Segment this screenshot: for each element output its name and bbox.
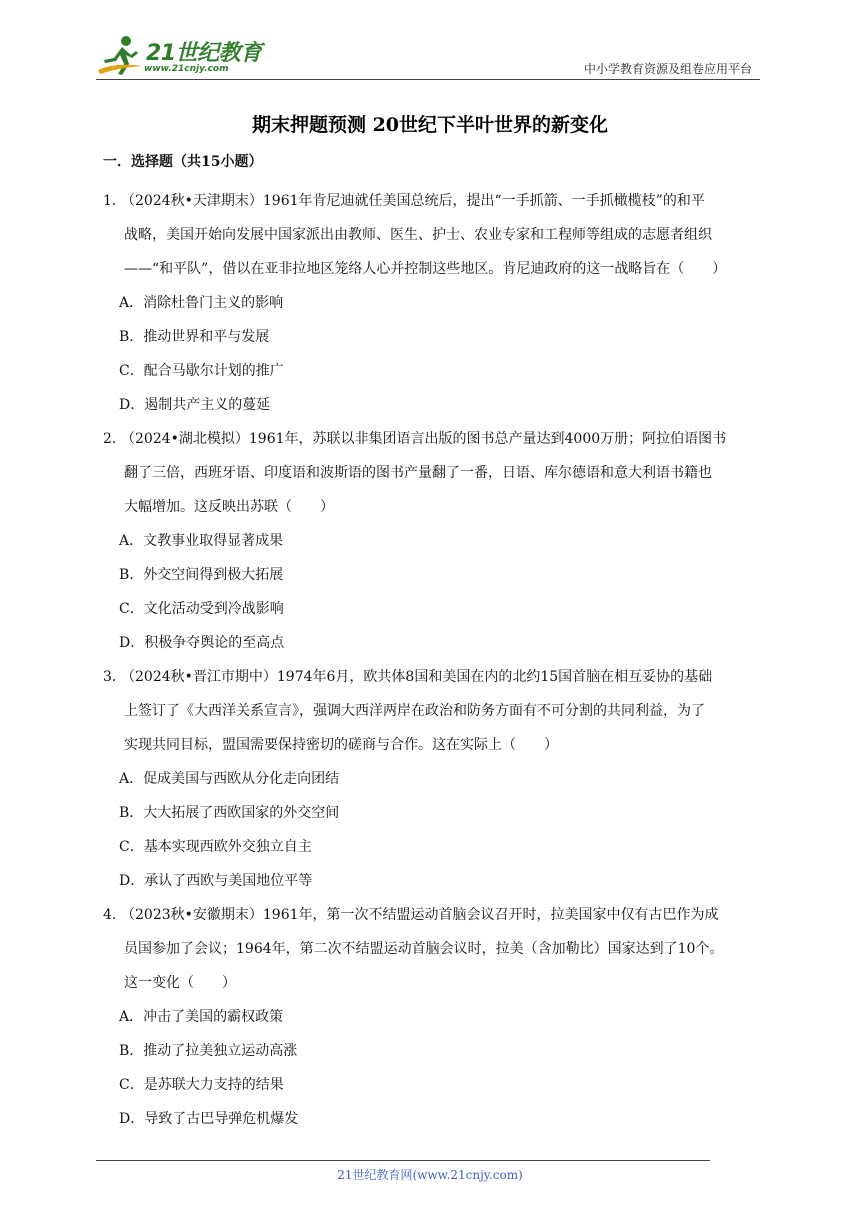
question-text: （2023秋•安徽期末）1961年，第一次不结盟运动首脑会议召开时，拉美国家中仅有古巴作为成	[121, 907, 719, 923]
question-number: 3．	[103, 669, 126, 685]
runner-logo-icon	[96, 34, 144, 78]
header-divider	[96, 79, 760, 80]
question-text: （2024秋•晋江市期中）1974年6月，欧共体8国和美国在内的北约15国首脑在相互妥协的基础	[121, 669, 713, 685]
question-number: 1．	[103, 193, 126, 209]
option-c: C．是苏联大力支持的结果	[119, 1077, 284, 1093]
question-3	[103, 660, 763, 898]
option-a: A．促成美国与西欧从分化走向团结	[119, 771, 340, 787]
logo-text: 21世纪教育	[146, 41, 262, 66]
question-text: 大幅增加。这反映出苏联（ ）	[124, 499, 334, 515]
option-c: C．文化活动受到冷战影响	[119, 601, 284, 617]
option-d: D．导致了古巴导弹危机爆发	[119, 1111, 299, 1127]
question-list	[103, 184, 763, 1136]
option-c: C．配合马歇尔计划的推广	[119, 363, 284, 379]
page-title: 期末押题预测 20世纪下半叶世界的新变化	[251, 114, 609, 136]
page-header	[96, 30, 760, 80]
option-d: D．积极争夺舆论的至高点	[119, 635, 285, 651]
platform-name: 中小学教育资源及组卷应用平台	[583, 62, 752, 76]
question-text: 翻了三倍，西班牙语、印度语和波斯语的图书产量翻了一番，日语、库尔德语和意大利语书籍也	[124, 465, 712, 481]
footer-divider	[96, 1160, 710, 1161]
question-text: 上签订了《大西洋关系宣言》，强调大西洋两岸在政治和防务方面有不可分割的共同利益，为了	[124, 703, 705, 719]
option-b: B．推动世界和平与发展	[119, 329, 270, 345]
question-text: 战略，美国开始向发展中国家派出由教师、医生、护士、农业专家和工程师等组成的志愿者组织	[124, 227, 712, 243]
option-a: A．冲击了美国的霸权政策	[119, 1009, 284, 1025]
question-text: （2024•湖北模拟）1961年，苏联以非集团语言出版的图书总产量达到4000万册；阿拉伯语图书	[121, 431, 727, 447]
option-b: B．推动了拉美独立运动高涨	[119, 1043, 298, 1059]
question-text: 这一变化（ ）	[124, 975, 236, 991]
option-d: D．遏制共产主义的蔓延	[119, 397, 271, 413]
section-heading: 一．选择题（共15小题）	[103, 154, 263, 170]
question-text: ——“和平队”，借以在亚非拉地区笼络人心并控制这些地区。肯尼迪政府的这一战略旨在（ ）	[124, 261, 727, 277]
option-b: B．大大拓展了西欧国家的外交空间	[119, 805, 340, 821]
question-number: 2．	[103, 431, 126, 447]
logo	[96, 34, 266, 78]
logo-url: www.21cnjy.com	[144, 64, 229, 74]
option-c: C．基本实现西欧外交独立自主	[119, 839, 312, 855]
question-2	[103, 422, 763, 660]
question-text: 实现共同目标，盟国需要保持密切的磋商与合作。这在实际上（ ）	[124, 737, 558, 753]
option-b: B．外交空间得到极大拓展	[119, 567, 284, 583]
question-1	[103, 184, 763, 422]
question-text: （2024秋•天津期末）1961年肯尼迪就任美国总统后，提出“一手抓箭、一手抓橄榄枝”的和平	[121, 193, 705, 209]
footer-link[interactable]: 21世纪教育网(www.21cnjy.com)	[337, 1168, 523, 1182]
question-text: 员国参加了会议；1964年，第二次不结盟运动首脑会议时，拉美（含加勒比）国家达到了10个。	[124, 941, 724, 957]
question-number: 4．	[103, 907, 126, 923]
option-a: A．消除杜鲁门主义的影响	[119, 295, 284, 311]
option-d: D．承认了西欧与美国地位平等	[119, 873, 313, 889]
option-a: A．文教事业取得显著成果	[119, 533, 284, 549]
question-4	[103, 898, 763, 1136]
